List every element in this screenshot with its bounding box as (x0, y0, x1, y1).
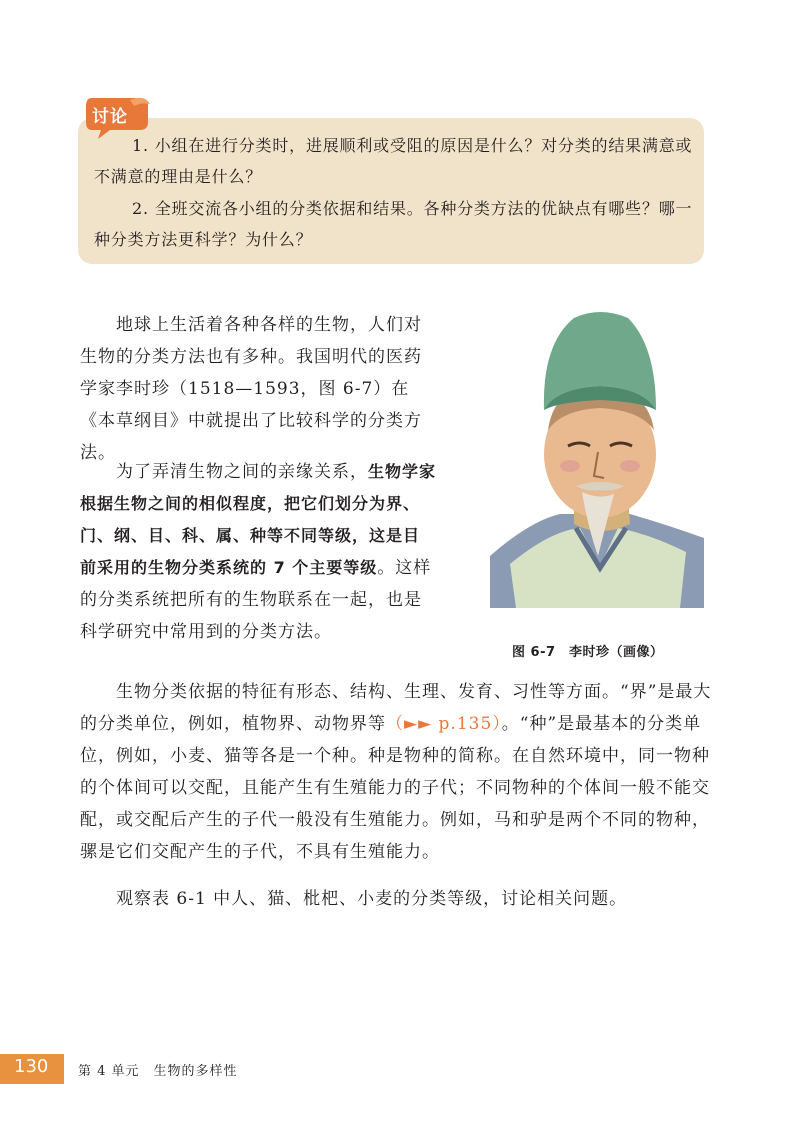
paragraph-2-end: 。这样的分类系统把所有的生物联系在一起，也是科学研究中常用到的分类方法。 (80, 558, 432, 642)
discussion-question-1: 1. 小组在进行分类时，进展顺利或受阻的原因是什么？对分类的结果满意或不满意的理由是什么？ (94, 136, 693, 186)
paragraph-2-key-concept: 生物学家根据生物之间的相似程度，把它们划分为界、门、纲、目、科、属、种等不同等级，这是目前采用的生物分类系统的 7 个主要等级 (80, 462, 437, 577)
discussion-tag-label: 讨论 (92, 107, 128, 127)
unit-title: 第 4 单元 生物的多样性 (78, 1064, 238, 1079)
paragraph-2 (80, 456, 436, 648)
li-shizhen-portrait (490, 306, 704, 608)
discussion-question-2: 2. 全班交流各小组的分类依据和结果。各种分类方法的优缺点有哪些？哪一种分类方法更科学？为什么？ (94, 199, 693, 249)
paragraph-2-start: 为了弄清生物之间的亲缘关系， (116, 462, 368, 482)
figure-caption: 图 6-7 李时珍（画像） (512, 645, 664, 660)
page-number: 130 (14, 1056, 49, 1077)
paragraph-4: 观察表 6-1 中人、猫、枇杷、小麦的分类等级，讨论相关问题。 (116, 889, 628, 909)
paragraph-3 (80, 676, 712, 868)
page-reference-link[interactable]: （►► p.135） (386, 714, 502, 734)
paragraph-3-part-b: 。“种”是最基本的分类单位，例如，小麦、猫等各是一个种。种是物种的简称。在自然环境中，同一物种的个体间可以交配，且能产生有生殖能力的子代；不同物种的个体间一般不能交配，或交配后产生的子代一般没有生殖能力。例如，马和驴是两个不同的物种，骡是它们交配产生的子代，不具有生殖能力。 (80, 714, 710, 862)
paragraph-1: 地球上生活着各种各样的生物，人们对生物的分类方法也有多种。我国明代的医药学家李时珍（1518—1593，图 6-7）在《本草纲目》中就提出了比较科学的分类方法。 (80, 315, 422, 463)
paragraph-3-part-a: 生物分类依据的特征有形态、结构、生理、发育、习性等方面。“界”是最大的分类单位，例如，植物界、动物界等 (80, 682, 712, 734)
